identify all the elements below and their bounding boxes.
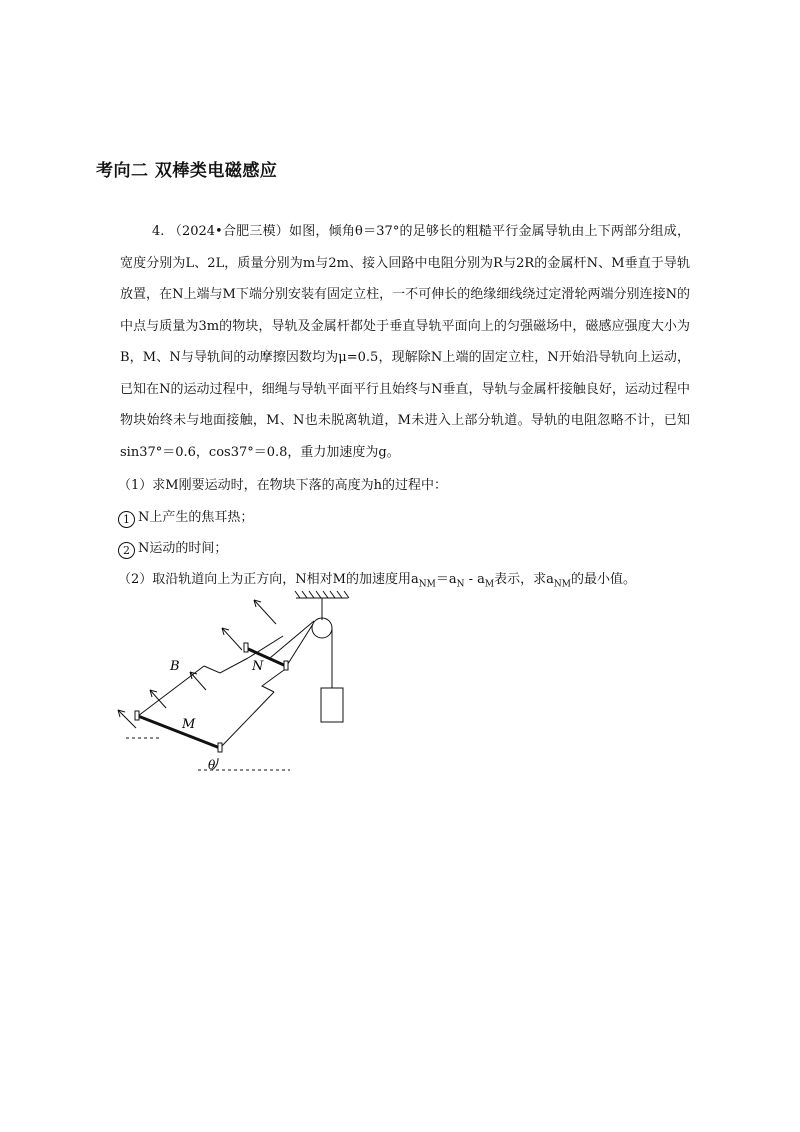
ceiling-hatching <box>295 591 349 598</box>
circled-number-2: 2 <box>118 542 135 559</box>
sub-question-2-text: N运动的时间； <box>138 541 228 556</box>
sub-question-2 <box>118 537 227 559</box>
rail-diagram <box>108 588 358 778</box>
post-n-left <box>244 643 248 652</box>
label-b: B <box>170 659 180 674</box>
part2-text-a: （2）取沿轨道向上为正方向，N相对M的加速度用a <box>118 572 419 587</box>
part2-text-e: 的最小值。 <box>570 572 636 587</box>
part2-sub-nm: NM <box>418 579 436 590</box>
pulley <box>312 618 332 638</box>
part2-text-c: - a <box>464 572 485 587</box>
post-m-right <box>218 743 222 752</box>
hanging-block <box>321 688 343 722</box>
post-m-left <box>135 711 139 720</box>
part2-sub-nm-2: NM <box>553 579 571 590</box>
part2-text-d: 表示，求a <box>494 572 554 587</box>
part2-question <box>118 568 636 590</box>
label-theta: θ <box>208 758 216 772</box>
problem-statement <box>120 216 690 468</box>
rail-step-right <box>262 670 284 692</box>
label-m: M <box>182 717 196 732</box>
section-heading: 考向二 双棒类电磁感应 <box>96 161 278 181</box>
part2-sub-m: M <box>484 579 495 590</box>
problem-text: 4. （2024•合肥三模）如图，倾角θ＝37°的足够长的粗糙平行金属导轨由上下两部分组成，宽度分别为L、2L，质量分别为m与2m、接入回路中电阻分别为R与2R的金属杆N、M垂直于导轨放置，在N上端与M下端分别安装有固定立柱，一不可伸长的绝缘细线绕过定滑轮两端分别连接N的中点与质量为3m的物块，导轨及金属杆都处于垂直导轨平面向上的匀强磁场中，磁感应强度大小为B，M、N与导轨间的动摩擦因数均为μ=0.5，现解除N上端的固定立柱，N开始沿导轨向上运动，已知在N的运动过程中，细绳与导轨平面平行且始终与N垂直，导轨与金属杆接触良好，运动过程中物块始终未与地面接触，M、N也未脱离轨道，M未进入上部分轨道。导轨的电阻忽略不计，已知sin37°＝0.6，cos37°＝0.8，重力加速度为g。 <box>120 224 690 460</box>
part2-text-b: ＝a <box>435 572 457 587</box>
label-n: N <box>252 659 264 674</box>
sub-question-1-text: N上产生的焦耳热； <box>138 510 254 525</box>
lower-rail-right <box>220 692 274 748</box>
rail-step-left <box>204 658 248 673</box>
circled-number-1: 1 <box>118 511 135 528</box>
upper-rail-left <box>248 636 283 658</box>
part2-sub-n: N <box>456 579 465 590</box>
post-n-right <box>284 661 288 670</box>
sub-question-1 <box>118 506 253 528</box>
part1-question: （1）求M刚要运动时，在物块下落的高度为h的过程中： <box>118 478 447 493</box>
rod-m <box>138 716 220 748</box>
